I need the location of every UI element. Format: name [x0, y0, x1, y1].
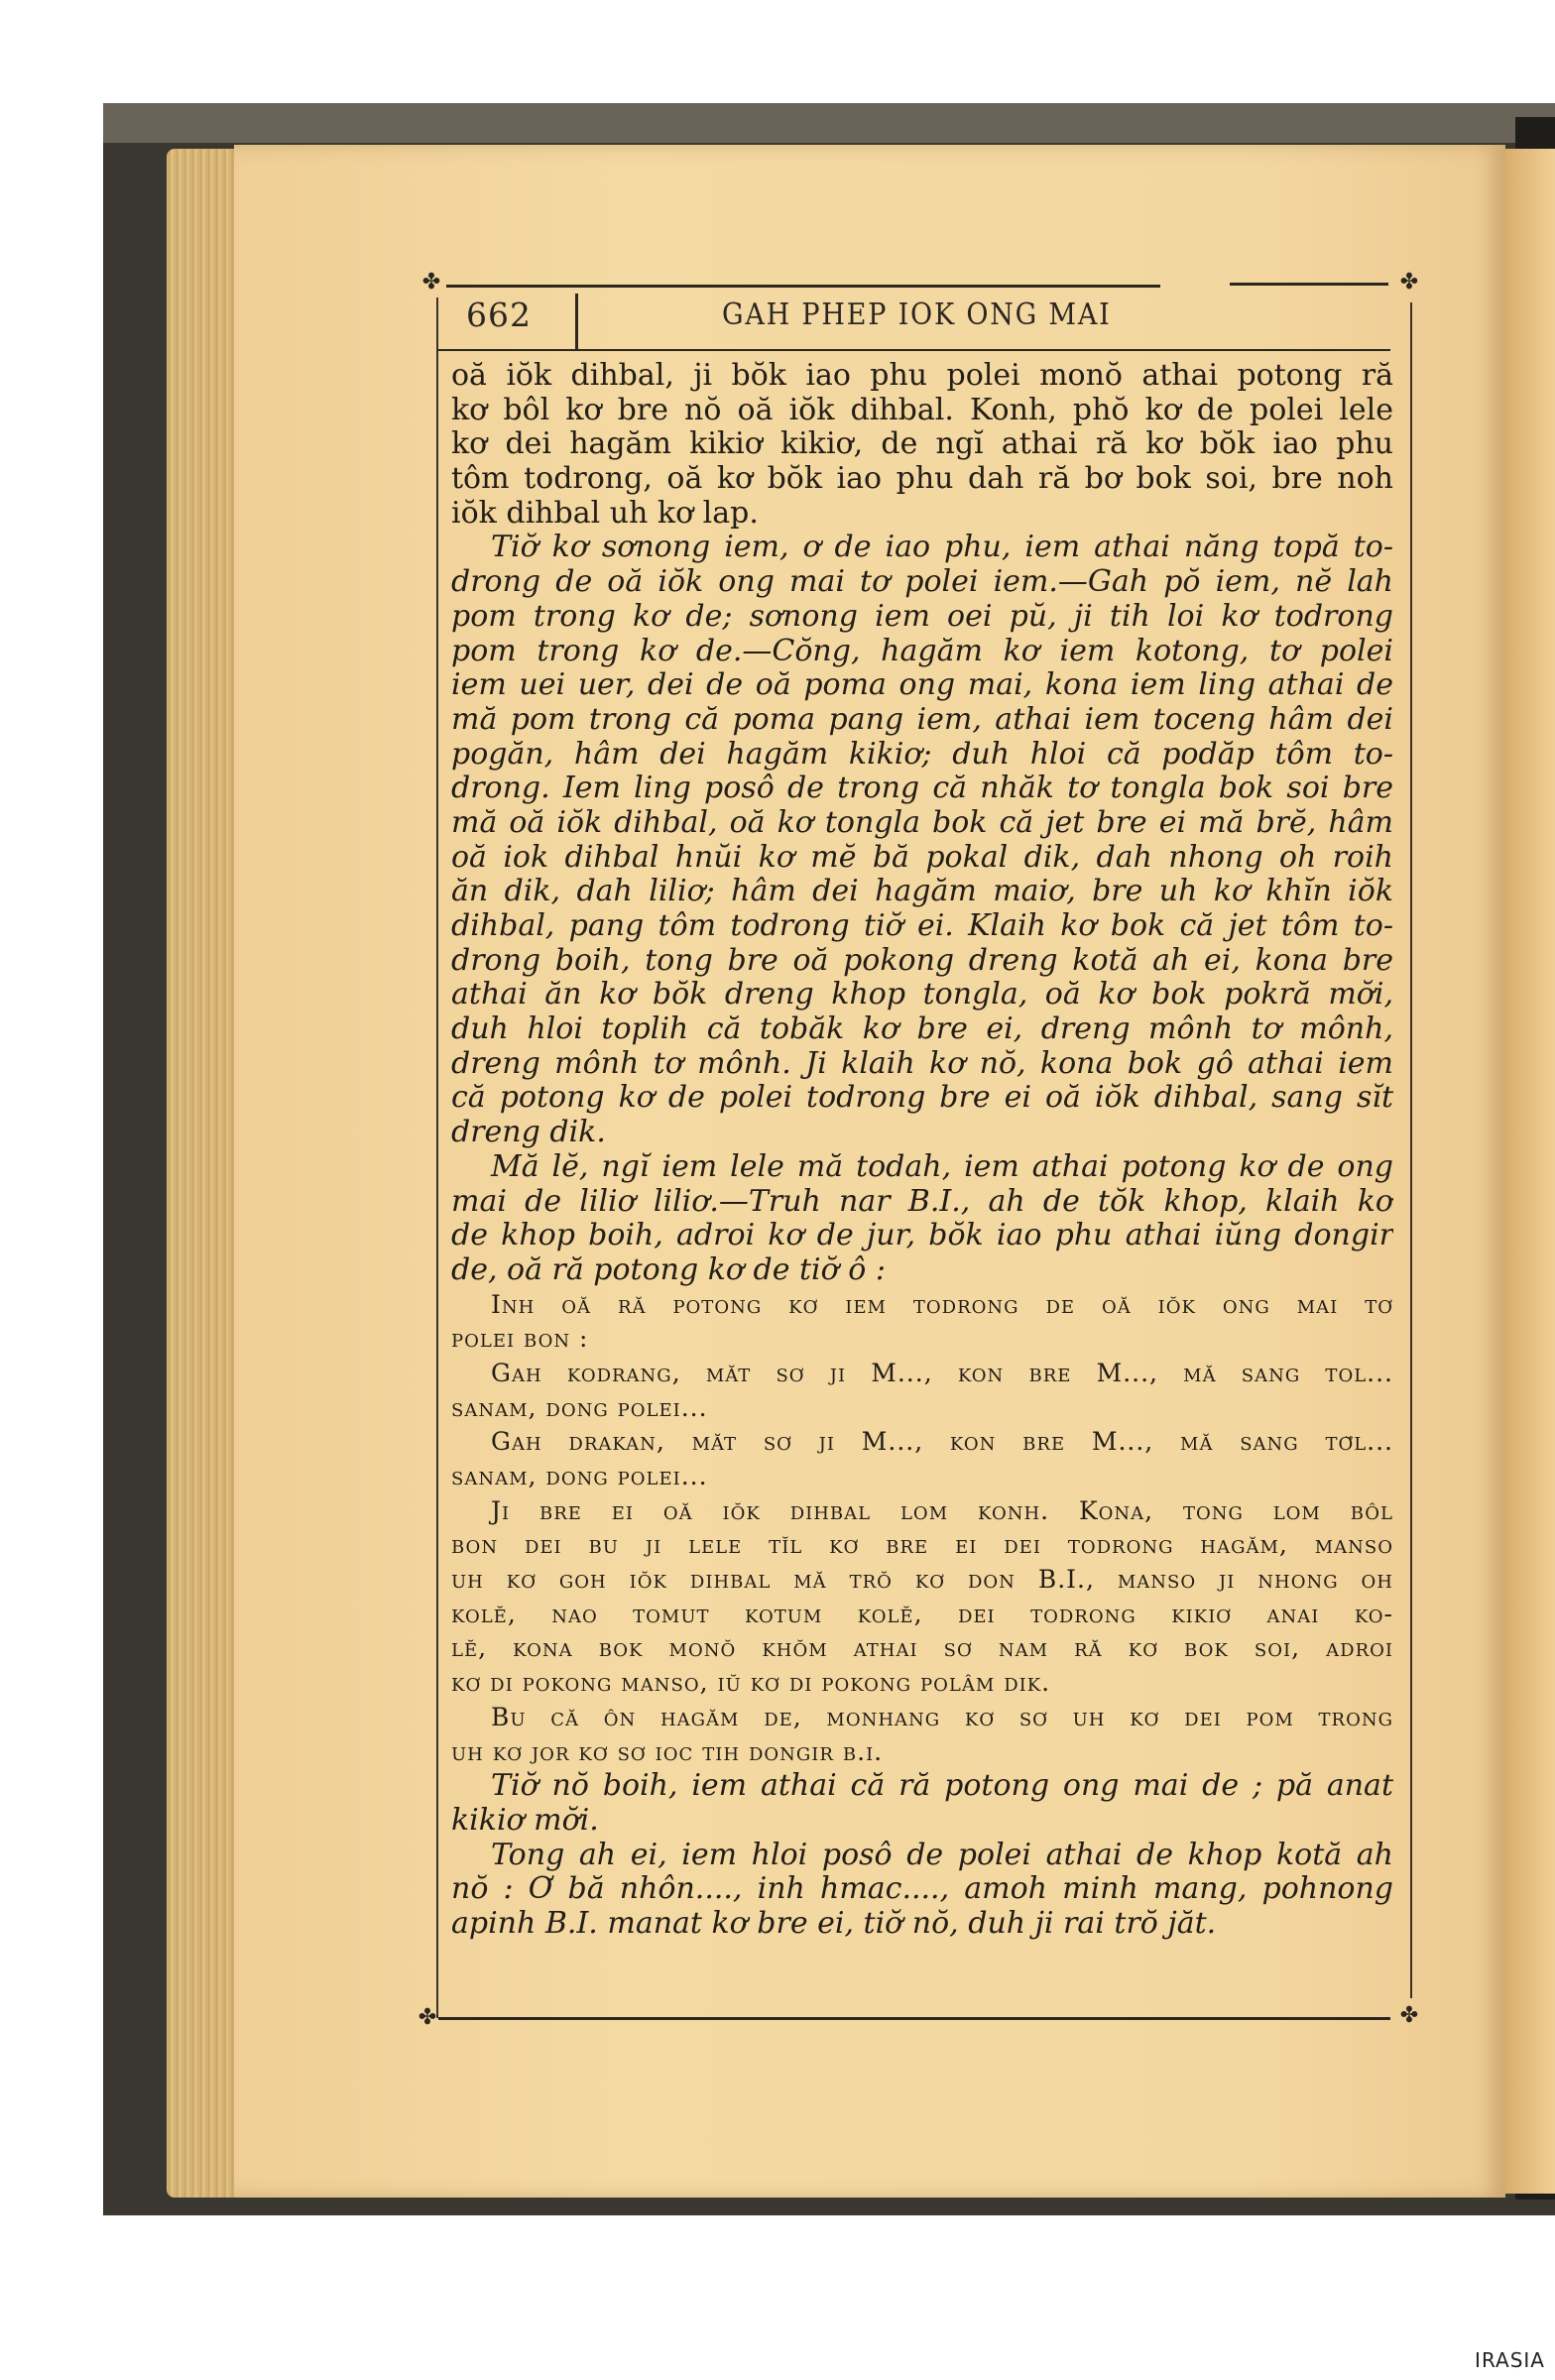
text-line: de, oă ră potong kơ de tiơ̆ ô :: [451, 1252, 886, 1287]
book-cover-top-edge: [103, 103, 1555, 143]
text-line: Tong ah ei, iem hloi posô de polei athai de khop kotă ah: [491, 1838, 1393, 1872]
text-line: mai de liliơ liliơ.—Truh nar B.I., ah de tŏk khop, klaih kơ: [451, 1184, 1393, 1219]
text-line: kơ dei hagăm kikiơ kikiơ, de ngĭ athai ră kơ bŏk iao phu: [451, 427, 1393, 462]
margin-rule-left: [436, 298, 438, 2018]
ornament-bottom-left-icon: ✤: [418, 2005, 437, 2030]
footer-rule: [438, 2017, 1390, 2020]
text-line: Gah drakan, măt sơ ji M..., kon bre M..., mă sang tơ̆l...: [491, 1427, 1393, 1457]
text-line: athai ăn kơ bŏk dreng khop tongla, oă kơ bok pokră mơ̆i,: [451, 978, 1393, 1012]
ornament-top-right-icon: ✤: [1399, 270, 1419, 295]
text-line: uh kơ goh iŏk dihbal mă trŏ kơ don B.I., manso ji nhong oh: [451, 1565, 1393, 1595]
text-line: ăn dik, dah liliơ; hâm dei hagăm maiơ, bre uh kơ khĭn iŏk: [451, 875, 1393, 909]
text-line: pom trong kơ de.—Cŏng, hagăm kơ iem kotong, tơ polei: [451, 634, 1393, 668]
text-line: dreng mônh tơ mônh. Ji klaih kơ nŏ, kona bok gô athai iem: [451, 1046, 1393, 1081]
margin-rule-right: [1410, 302, 1412, 1998]
text-line: iem uei uer, dei de oă poma ong mai, kona iem ling athai de: [451, 668, 1393, 703]
text-line: dihbal, pang tôm todrong tiơ̆ ei. Klaih kơ bok că jet tôm to-: [451, 909, 1393, 943]
text-line: mă pom trong că poma pang iem, athai iem toceng hâm dei: [451, 702, 1393, 737]
text-line: kolĕ, nao tomut kotum kolĕ, dei todrong kikiơ anai ko-: [451, 1599, 1393, 1628]
text-line: drong de oă iŏk ong mai tơ polei iem.—Gah pŏ iem, nĕ lah: [451, 565, 1393, 600]
header-rule-left: [446, 285, 1160, 288]
text-line: Mă lĕ, ngĭ iem lele mă todah, iem athai potong kơ de ong: [491, 1149, 1393, 1184]
text-line: Ji bre ei oă iŏk dihbal lom konh. Kona, tong lom bôl: [491, 1495, 1393, 1525]
text-block: [451, 359, 1393, 1942]
text-line: lĕ, kona bok monŏ khŏm athai sơ nam ră kơ bok soi, adroi: [451, 1633, 1393, 1663]
running-title: GAH PHEP IOK ONG MAI: [722, 298, 1112, 332]
text-line: iŏk dihbal uh kơ lap.: [451, 496, 759, 531]
text-line: Gah kodrang, măt sơ ji M..., kon bre M..., mă sang tol...: [491, 1358, 1393, 1387]
header-underline: [438, 349, 1390, 351]
text-line: Inh oă ră potong kơ iem todrong de oă iŏk ong mai tơ: [491, 1289, 1393, 1319]
ornament-bottom-right-icon: ✤: [1399, 2003, 1419, 2028]
text-line: oă iok dihbal hnŭi kơ mĕ bă pokal dik, dah nhong oh roih: [451, 840, 1393, 875]
header-divider: [575, 294, 578, 351]
text-line: tôm todrong, oă kơ bŏk iao phu dah ră bơ bok soi, bre noh: [451, 462, 1393, 497]
text-line: Tiơ̆ kơ sơnong iem, ơ de iao phu, iem athai năng topă to-: [491, 531, 1393, 565]
text-line: sanam, dong polei...: [451, 1462, 708, 1490]
text-line: polei bon :: [451, 1324, 589, 1354]
text-line: de khop boih, adroi kơ de jur, bŏk iao phu athai iŭng dongir: [451, 1219, 1393, 1253]
text-line: pogăn, hâm dei hagăm kikiơ; duh hloi că podăp tôm to-: [451, 737, 1393, 772]
watermark-label: IRASIA: [1475, 2348, 1545, 2372]
text-line: oă iŏk dihbal, ji bŏk iao phu polei monŏ athai potong ră: [451, 359, 1393, 393]
text-line: apinh B.I. manat kơ bre ei, tiơ̆ nŏ, duh ji rai trŏ jăt.: [451, 1906, 1217, 1941]
page-number: 662: [466, 296, 532, 334]
text-line: că potong kơ de polei todrong bre ei oă iŏk dihbal, sang sĭt: [451, 1081, 1393, 1116]
text-line: kikiơ mơ̆i.: [451, 1803, 599, 1838]
text-line: bon dei bu ji lele tĭl kơ bre ei dei todrong hagăm, manso: [451, 1530, 1393, 1560]
ornament-top-left-icon: ✤: [421, 270, 441, 295]
text-line: duh hloi toplih că tobăk kơ bre ei, dreng mônh tơ mônh,: [451, 1012, 1393, 1047]
text-line: nŏ : Ơ bă nhôn...., inh hmac...., amoh minh mang, pohnong: [451, 1872, 1393, 1907]
text-line: drong. Iem ling posô de trong că nhăk tơ tongla bok soi bre: [451, 772, 1393, 806]
text-line: uh kơ jor kơ sơ ioc tih dongir b.i.: [451, 1736, 884, 1766]
text-line: sanam, dong polei...: [451, 1392, 708, 1422]
facing-page-edge: [1505, 149, 1555, 2194]
text-line: Bu că ôn hagăm de, monhang kơ sơ uh kơ dei pom trong: [491, 1702, 1393, 1731]
text-line: drong boih, tong bre oă pokong dreng kotă ah ei, kona bre: [451, 943, 1393, 978]
text-line: mă oă iŏk dihbal, oă kơ tongla bok că jet bre ei mă brĕ, hâm: [451, 805, 1393, 840]
text-line: kơ di pokong manso, iŭ kơ di pokong polâm dik.: [451, 1668, 1051, 1698]
text-line: Tiơ̆ nŏ boih, iem athai că ră potong ong mai de ; pă anat: [491, 1769, 1393, 1804]
header-rule-right: [1230, 283, 1388, 286]
text-line: dreng dik.: [451, 1116, 606, 1150]
text-line: pom trong kơ de; sơnong iem oei pŭ, ji tih loi kơ todrong: [451, 599, 1393, 634]
text-line: kơ bôl kơ bre nŏ oă iŏk dihbal. Konh, phŏ kơ de polei lele: [451, 393, 1393, 427]
